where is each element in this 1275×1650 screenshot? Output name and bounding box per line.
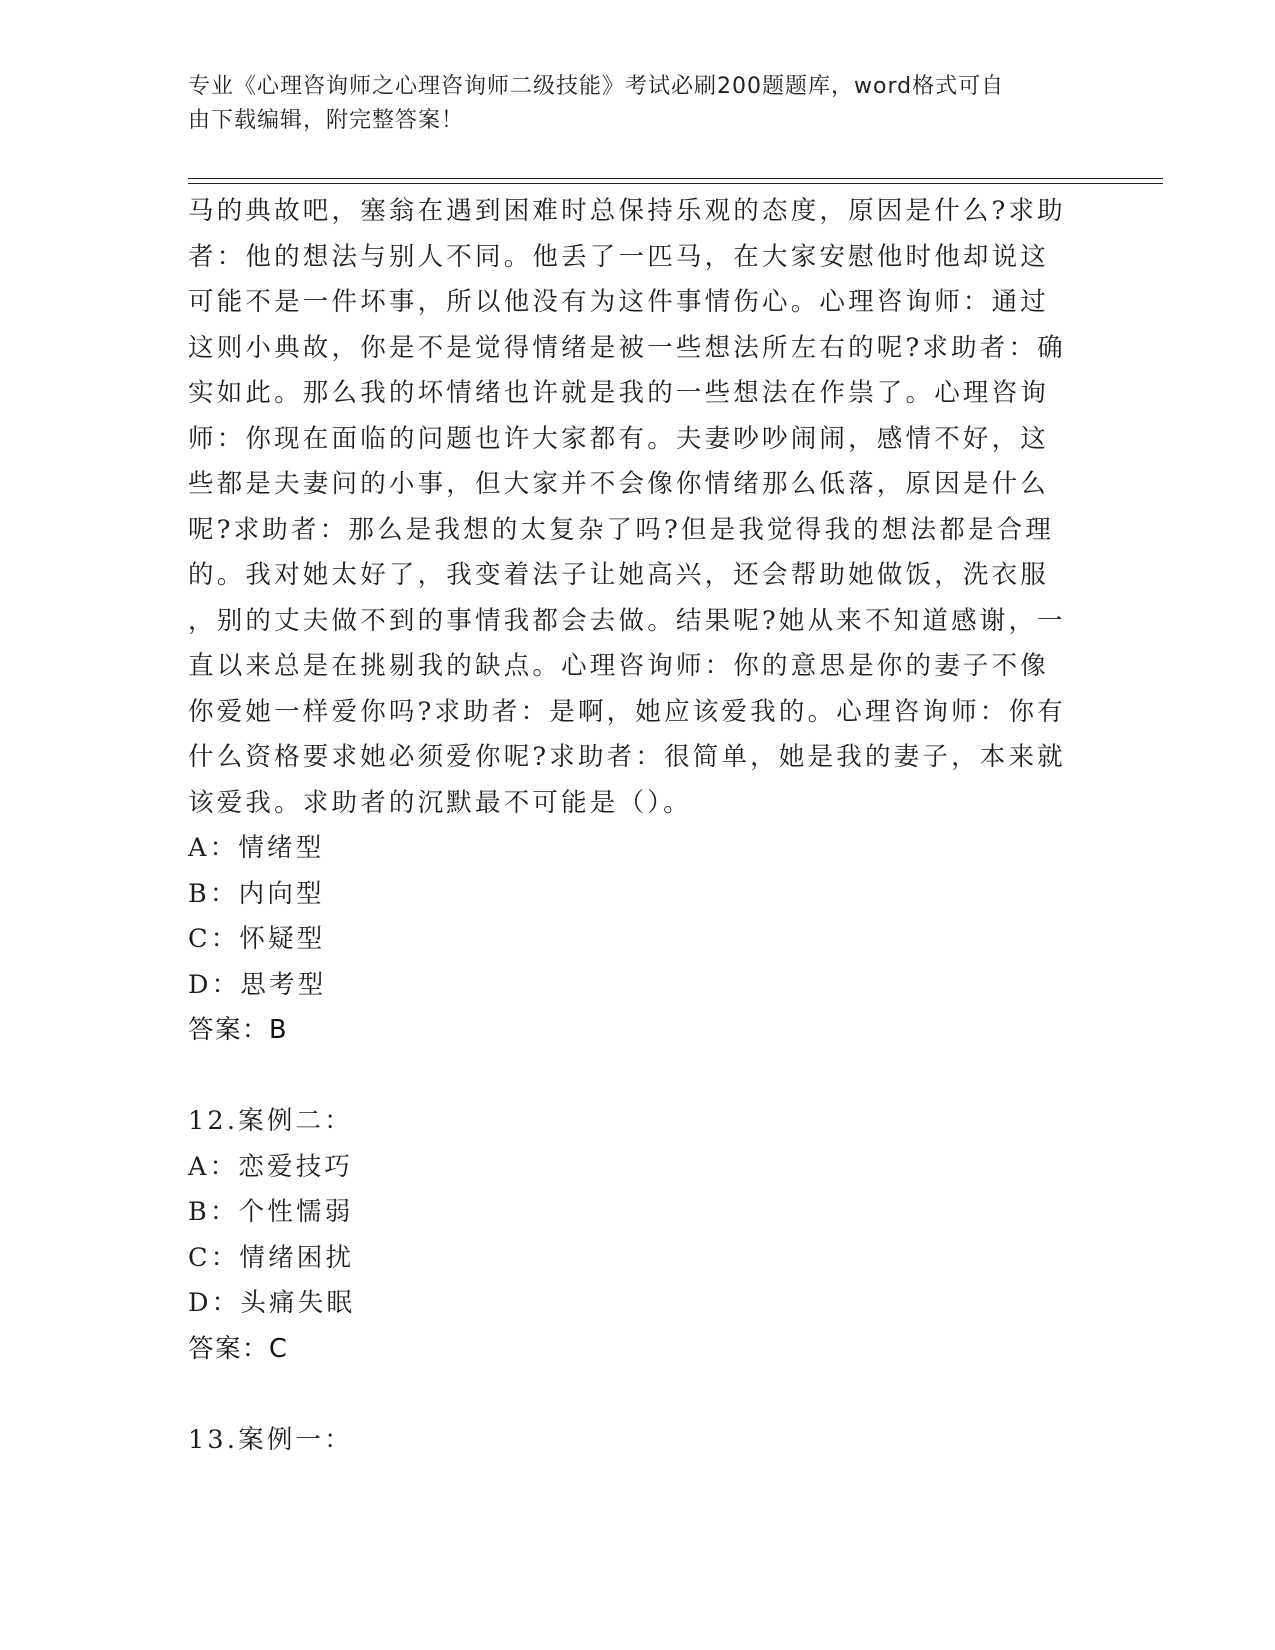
option-a: A：恋爱技巧 <box>188 1151 354 1182</box>
question-13-title: 13.案例一： <box>188 1424 353 1455</box>
document-body <box>188 189 1078 1463</box>
option-b: B：内向型 <box>188 878 325 909</box>
spacer <box>188 1372 1078 1418</box>
question-11-answer: 答案：B <box>188 1015 288 1045</box>
header-line-2: 由下载编辑，附完整答案！ <box>188 108 465 133</box>
passage-line: 什么资格要求她必须爱你呢?求助者：很简单，她是我的妻子，本来就 <box>188 742 1066 772</box>
question-12-options <box>188 1145 1078 1327</box>
option-d: D：头痛失眠 <box>188 1288 356 1318</box>
passage-line: 马的典故吧，塞翁在遇到困难时总保持乐观的态度，原因是什么?求助 <box>188 196 1066 226</box>
passage-line: 些都是夫妻问的小事，但大家并不会像你情绪那么低落，原因是什么 <box>188 469 1050 499</box>
question-12-title: 12.案例二： <box>188 1106 353 1136</box>
header-rule-bottom <box>188 183 1163 184</box>
option-a: A：情绪型 <box>188 833 325 863</box>
passage-line: 直以来总是在挑剔我的缺点。心理咨询师：你的意思是你的妻子不像 <box>188 651 1050 681</box>
option-d: D：思考型 <box>188 969 327 1000</box>
passage-line: 可能不是一件坏事，所以他没有为这件事情伤心。心理咨询师：通过 <box>188 287 1050 317</box>
option-c: C：情绪困扰 <box>188 1242 355 1273</box>
option-b: B：个性懦弱 <box>188 1197 354 1227</box>
passage-line: 呢?求助者：那么是我想的太复杂了吗?但是我觉得我的想法都是合理 <box>188 514 1055 545</box>
question-11-options <box>188 826 1078 1008</box>
passage-line: 这则小典故，你是不是觉得情绪是被一些想法所左右的呢?求助者：确 <box>188 332 1066 363</box>
passage-line: 师：你现在面临的问题也许大家都有。夫妻吵吵闹闹，感情不好，这 <box>188 423 1050 454</box>
passage-line: 实如此。那么我的坏情绪也许就是我的一些想法在作祟了。心理咨询 <box>188 378 1050 408</box>
document-header <box>188 70 1068 138</box>
passage-line: 你爱她一样爱你吗?求助者：是啊，她应该爱我的。心理咨询师：你有 <box>188 696 1066 727</box>
question-12-answer: 答案：C <box>188 1333 289 1364</box>
passage-line: 者：他的想法与别人不同。他丢了一匹马，在大家安慰他时他却说这 <box>188 241 1050 272</box>
passage-line: ，别的丈夫做不到的事情我都会去做。结果呢?她从来不知道感谢，一 <box>188 605 1066 636</box>
passage-line: 该爱我。求助者的沉默最不可能是（）。 <box>188 787 692 818</box>
header-line-1: 专业《心理咨询师之心理咨询师二级技能》考试必刷200题题库，word格式可自 <box>188 74 1005 99</box>
header-rule-top <box>188 178 1163 179</box>
spacer <box>188 1054 1078 1100</box>
option-c: C：怀疑型 <box>188 924 326 954</box>
passage-line: 的。我对她太好了，我变着法子让她高兴，还会帮助她做饭，洗衣服 <box>188 560 1050 590</box>
question-11-passage <box>188 189 1078 826</box>
